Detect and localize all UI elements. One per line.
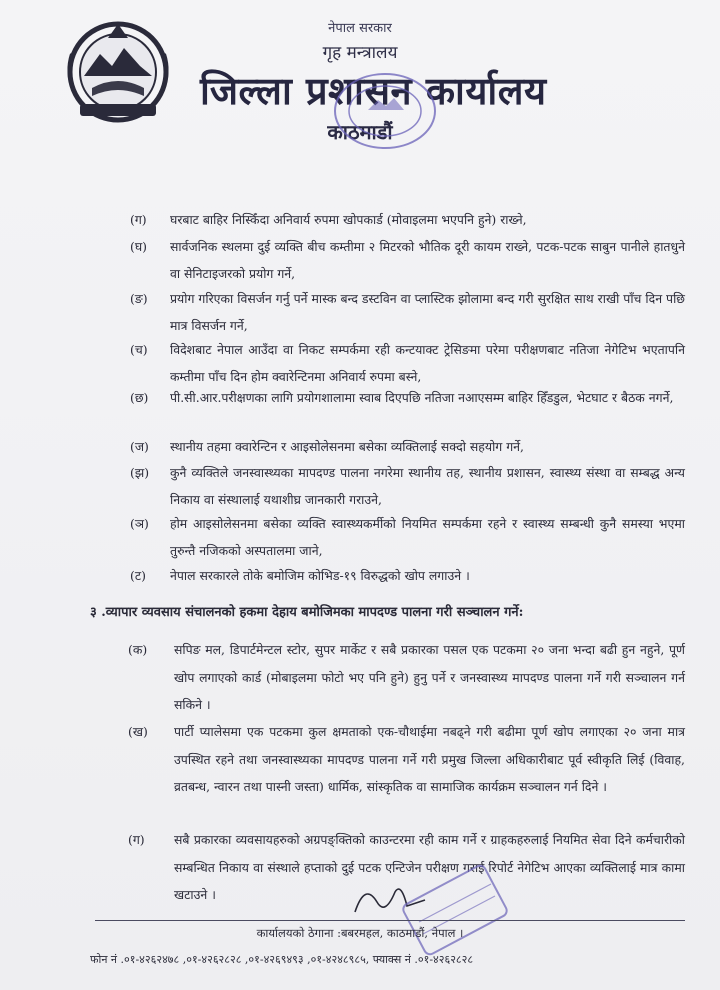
item-marker: (ङ) bbox=[130, 291, 148, 306]
ministry-name: गृह मन्त्रालय bbox=[322, 43, 398, 63]
list-item bbox=[130, 285, 685, 339]
section-heading: ३ .व्यापार व्यवसाय संचालनको हकमा देहाय बमोजिमका मापदण्ड पालना गरी सञ्चालन गर्ने: bbox=[90, 605, 524, 620]
list-item bbox=[130, 206, 685, 233]
office-phone-numbers: फोन नं .०१-४२६२४७८ ,०१-४२६२८२८ ,०१-४२६९४९३ ,०१-४२४८९८५, फ्याक्स नं .०१-४२६२८२८ bbox=[90, 953, 474, 966]
item-marker: (ग) bbox=[128, 832, 145, 847]
item-text: सार्वजनिक स्थलमा दुई व्यक्ति बीच कम्तीमा २ मिटरको भौतिक दूरी कायम राख्ने, पटक-पटक साबुन पानीले हातधुने वा सेनिटाइजरको प्रयोग गर्ने, bbox=[170, 239, 685, 281]
item-marker: (छ) bbox=[130, 390, 149, 405]
item-text: स्थानीय तहमा क्वारेन्टिन र आइसोलेसनमा बसेका व्यक्तिलाई सक्दो सहयोग गर्ने, bbox=[170, 439, 524, 454]
item-marker: (ट) bbox=[130, 568, 146, 583]
list-item bbox=[128, 636, 685, 719]
item-marker: (ग) bbox=[130, 212, 147, 227]
item-text: नेपाल सरकारले तोके बमोजिम कोभिड-१९ विरुद्धको खोप लगाउने । bbox=[170, 568, 470, 583]
item-text: पी.सी.आर.परीक्षणका लागि प्रयोगशालामा स्वाब दिएपछि नतिजा नआएसम्म बाहिर हिँडडुल, भेटघाट र बैठक नगर्ने, bbox=[170, 390, 674, 405]
item-text: पार्टी प्यालेसमा एक पटकमा कुल क्षमताको एक-चौथाईमा नबढ्ने गरी बढीमा पूर्ण खोप लगाएका २० जना मात्र उपस्थित रहने तथा जनस्वास्थ्यका मापदण्ड पालना गर्ने गरी प्रमुख जिल्ला अधिकारीबाट पूर्व स्वीकृति लिई (विवाह, व्रतबन्ध, न्वारन तथा पास्नी जस्ता) धार्मिक, सांस्कृतिक वा सामाजिक कार्यक्रम सञ्चालन गर्न दिने । bbox=[174, 724, 685, 794]
item-text: होम आइसोलेसनमा बसेका व्यक्ति स्वास्थ्यकर्मीको नियमित सम्पर्कमा रहने र स्वास्थ्य सम्बन्धी कुनै समस्या भएमा तुरुन्तै नजिकको अस्पतालमा जाने, bbox=[170, 516, 685, 558]
item-marker: (ञ) bbox=[130, 516, 149, 531]
item-text: विदेशबाट नेपाल आउँदा वा निकट सम्पर्कमा रही कन्टयाक्ट ट्रेसिङमा परेमा परीक्षणबाट नतिजा नेगेटिभ भएतापनि कम्तीमा पाँच दिन होम क्वारेन्टिनमा अनिवार्य रुपमा बस्ने, bbox=[170, 342, 685, 384]
item-text: सपिङ मल, डिपार्टमेन्टल स्टोर, सुपर मार्केट र सबै प्रकारका पसल एक पटकमा २० जना भन्दा बढी हुन नहुने, पूर्ण खोप लगाएको कार्ड (मोबाइलमा फोटो भए पनि हुने) हुनु पर्ने र जनस्वास्थ्य मापदण्ड पालना गर्ने गरी सञ्चालन गर्न सकिने । bbox=[174, 642, 685, 712]
item-text: कुनै व्यक्तिले जनस्वास्थ्यका मापदण्ड पालना नगरेमा स्थानीय तह, स्थानीय प्रशासन, स्वास्थ्य संस्था वा सम्बद्ध अन्य निकाय वा संस्थालाई यथाशीघ्र जानकारी गराउने, bbox=[170, 465, 685, 507]
item-marker: (च) bbox=[130, 342, 148, 357]
list-item bbox=[130, 433, 685, 460]
office-title: जिल्ला प्रशासन कार्यालय bbox=[200, 69, 547, 113]
list-item bbox=[130, 336, 685, 390]
item-marker: (झ) bbox=[130, 465, 150, 480]
official-stamp bbox=[395, 860, 515, 960]
government-name: नेपाल सरकार bbox=[328, 21, 392, 36]
item-marker: (क) bbox=[128, 642, 148, 657]
list-item bbox=[130, 562, 685, 589]
list-item bbox=[128, 718, 685, 801]
item-text: सबै प्रकारका व्यवसायहरुको अग्रपङ्क्तिको काउन्टरमा रही काम गर्ने र ग्राहकहरुलाई नियमित सेवा दिने कर्मचारीको सम्बन्धित निकाय वा संस्थाले हप्ताको दुई पटक एन्टिजेन परीक्षण गराई रिपोर्ट नेगेटिभ आएका व्यक्तिलाई मात्र कामा खटाउने । bbox=[174, 832, 685, 902]
list-item bbox=[130, 384, 685, 411]
list-item bbox=[130, 510, 685, 564]
list-item bbox=[130, 459, 685, 513]
district-name: काठमाडौं bbox=[327, 120, 393, 144]
item-marker: (घ) bbox=[130, 239, 147, 254]
item-text: प्रयोग गरिएका विसर्जन गर्नु पर्ने मास्क बन्द डस्टविन वा प्लास्टिक झोलामा बन्द गरी सुरक्षित साथ राखी पाँच दिन पछि मात्र विसर्जन गर्ने, bbox=[170, 291, 685, 333]
office-address: कार्यालयको ठेगाना :बबरमहल, काठमाडौं, नेपाल । bbox=[256, 926, 464, 940]
list-item bbox=[130, 233, 685, 287]
footer-divider bbox=[95, 920, 685, 921]
item-marker: (ख) bbox=[128, 724, 148, 739]
item-marker: (ज) bbox=[130, 439, 149, 454]
office-seal-stamp bbox=[330, 70, 440, 152]
item-text: घरबाट बाहिर निस्किँदा अनिवार्य रुपमा खोपकार्ड (मोवाइलमा भएपनि हुने) राख्ने, bbox=[170, 212, 527, 227]
